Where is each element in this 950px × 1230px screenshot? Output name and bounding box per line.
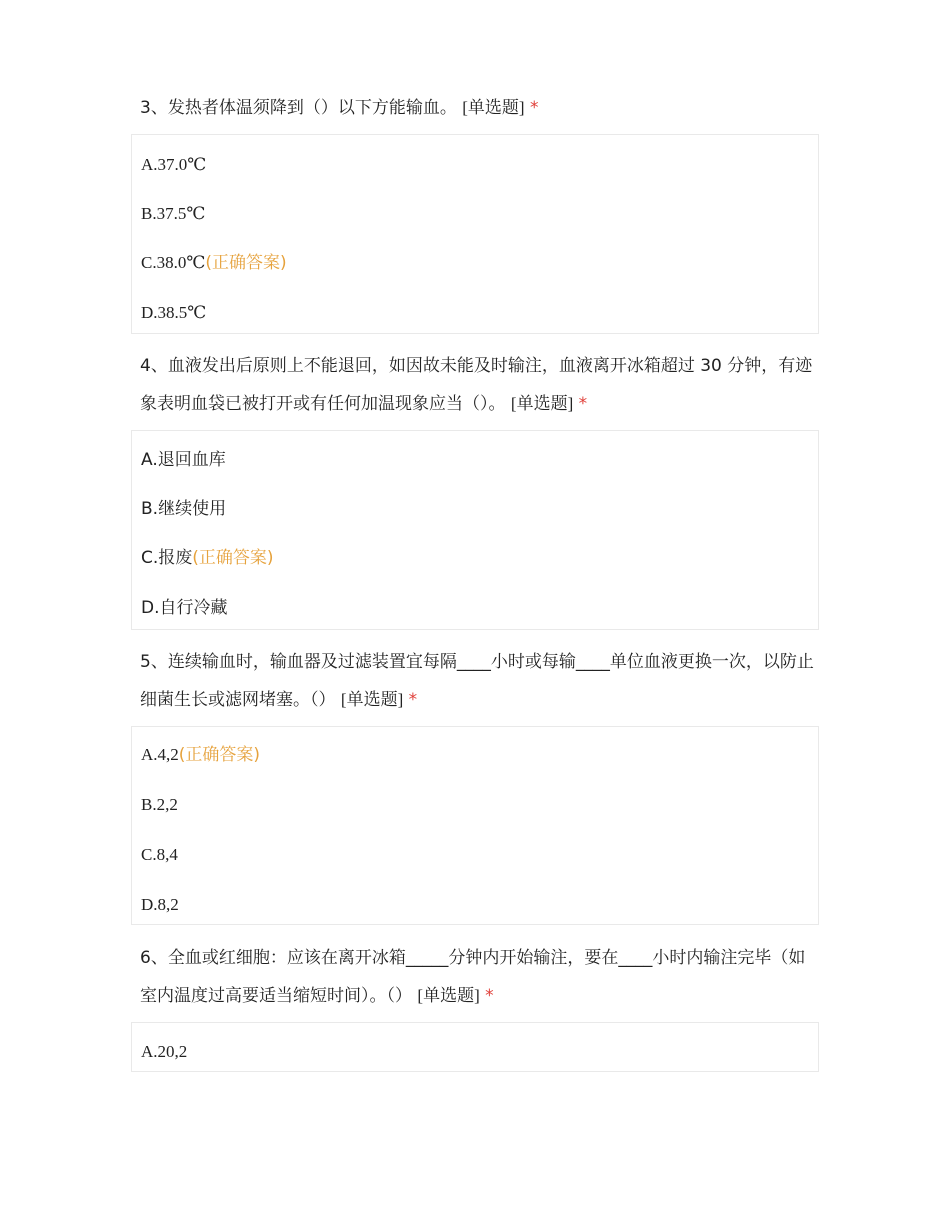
question-text: 5、连续输血时，输血器及过滤装置宜每隔____小时或每输____单位血液更换一次，以防止细菌生长或滤网堵塞。（） [140,652,814,710]
option-a[interactable] [141,740,260,770]
option-label: A.4,2 [141,745,179,764]
required-mark: * [408,690,418,710]
question-6-title [140,939,815,1015]
option-label: D.8,2 [141,895,179,914]
question-type-label: [单选题] [462,98,525,117]
option-label: A.退回血库 [141,450,226,470]
question-text: 6、全血或红细胞：应该在离开冰箱_____分钟内开始输注，要在____小时内输注完毕（如室内温度过高要适当缩短时间）。（） [140,948,806,1006]
option-c[interactable] [141,248,287,278]
question-6-options [131,1022,819,1072]
question-5-options [131,726,819,925]
option-a[interactable] [141,445,226,475]
option-c[interactable] [141,543,274,573]
correct-answer-note: (正确答案) [205,253,287,273]
option-label: A.37.0℃ [141,155,207,174]
option-label: B.37.5℃ [141,204,206,223]
correct-answer-note: (正确答案) [178,745,261,765]
option-a[interactable] [141,150,206,180]
question-text: 4、血液发出后原则上不能退回，如因故未能及时输注，血液离开冰箱超过 30 分钟，有迹象表明血袋已被打开或有任何加温现象应当（）。 [140,356,813,414]
question-3-title [140,89,815,127]
option-label: D.38.5℃ [141,303,207,322]
correct-answer-note: (正确答案) [192,548,274,568]
option-label: C.报废 [141,548,193,568]
option-b[interactable] [141,199,205,229]
required-mark: * [485,986,494,1006]
question-4-options [131,430,819,630]
option-c[interactable] [141,840,178,870]
option-label: B.继续使用 [141,499,227,519]
question-text: 3、发热者体温须降到（）以下方能输血。 [140,98,457,118]
required-mark: * [578,394,588,414]
option-d[interactable] [141,593,228,623]
option-label: D.自行冷藏 [141,598,228,618]
option-d[interactable] [141,890,179,920]
question-5-title [140,643,815,719]
option-label: A.20,2 [141,1042,188,1061]
option-d[interactable] [141,298,206,328]
question-type-label: [单选题] [417,986,480,1005]
question-type-label: [单选题] [510,394,574,413]
option-label: C.8,4 [141,845,178,864]
option-label: C.38.0℃ [141,253,206,272]
option-label: B.2,2 [141,795,178,814]
option-b[interactable] [141,790,178,820]
option-a[interactable] [141,1037,187,1067]
option-b[interactable] [141,494,226,524]
question-4-title [140,347,815,423]
question-type-label: [单选题] [340,690,404,709]
question-3-options [131,134,819,334]
required-mark: * [529,98,539,118]
